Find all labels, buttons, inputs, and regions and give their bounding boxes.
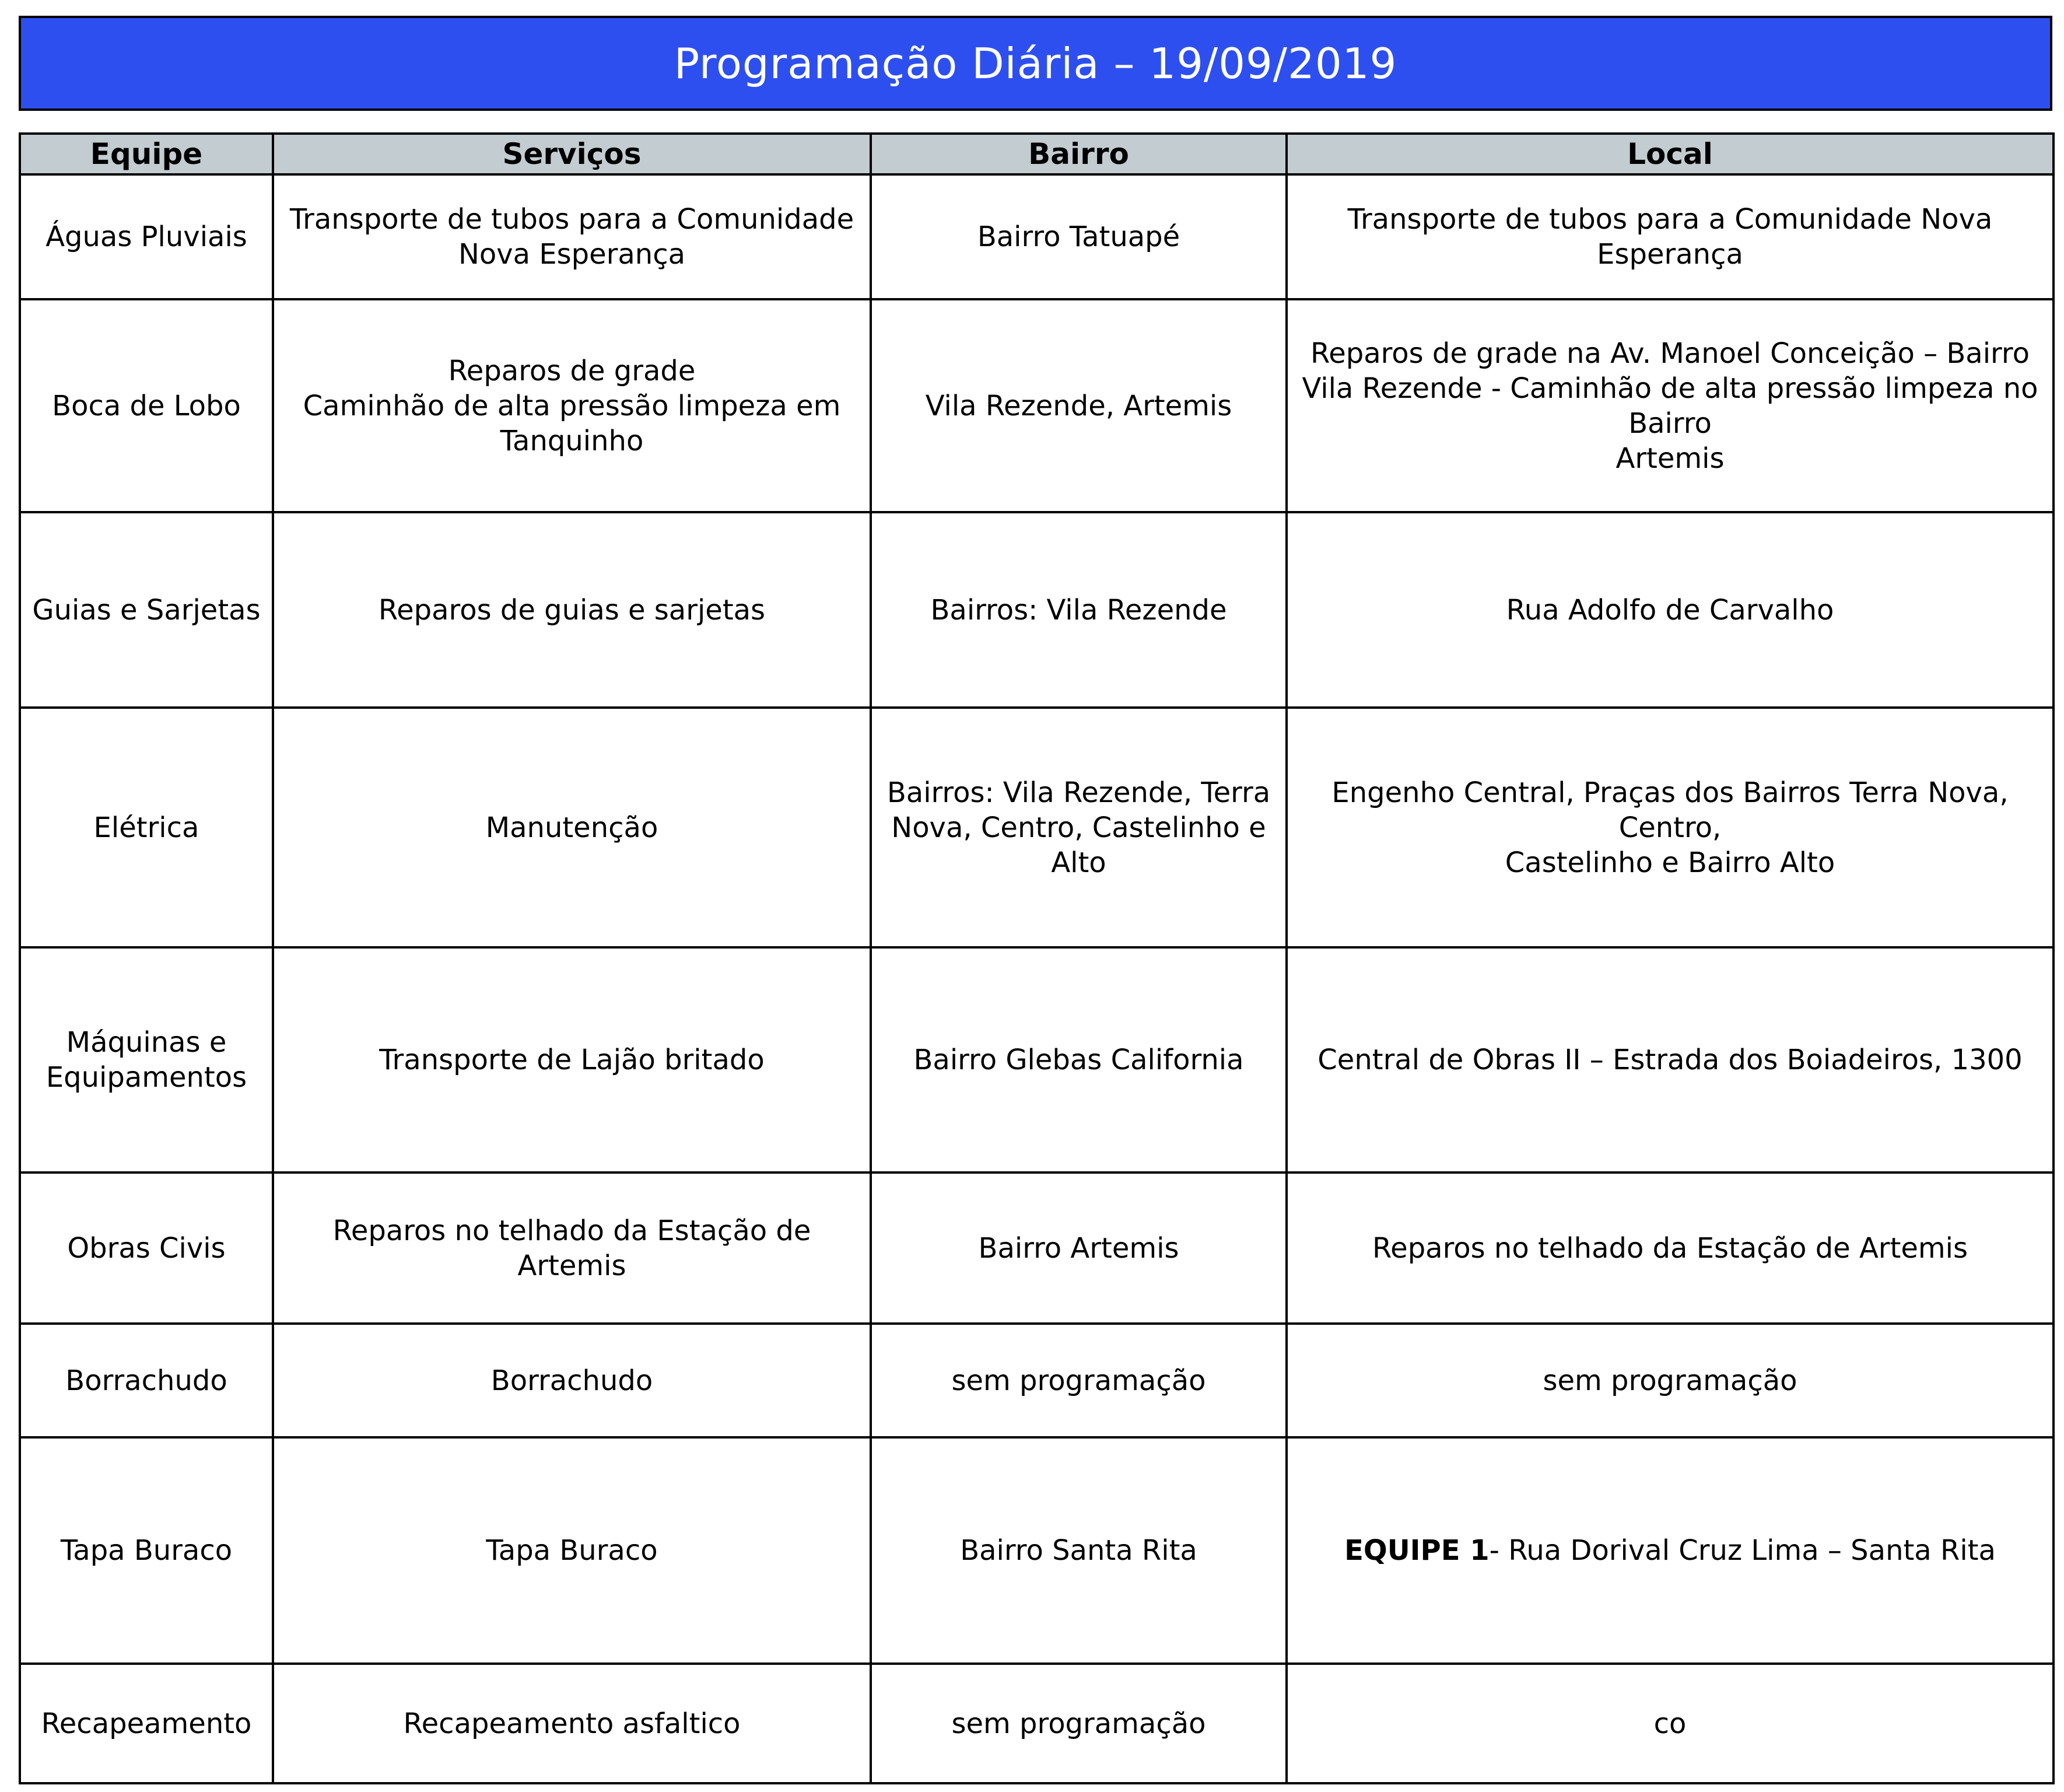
equipe-cell: Máquinas e Equipamentos — [20, 947, 273, 1172]
local-cell — [1287, 1437, 2054, 1664]
servicos-cell: Reparos de guias e sarjetas — [273, 512, 871, 708]
equipe-cell: Recapeamento — [20, 1664, 273, 1783]
local-cell — [1287, 708, 2054, 947]
local-text: sem programação — [1543, 1364, 1797, 1397]
servicos-cell: Recapeamento asfaltico — [273, 1664, 871, 1783]
bairro-cell: sem programação — [871, 1664, 1287, 1783]
local-text: co — [1653, 1707, 1687, 1740]
local-text: Reparos no telhado da Estação de Artemis — [1372, 1231, 1968, 1265]
local-text: Reparos de grade na Av. Manoel Conceição – Bairro Vila Rezende - Caminhão de alta pressão limpeza no Bairro Artemis — [1302, 337, 2038, 475]
bairro-cell: Bairro Artemis — [871, 1172, 1287, 1324]
servicos-cell: Tapa Buraco — [273, 1437, 871, 1664]
servicos-cell: Borrachudo — [273, 1324, 871, 1437]
column-header-bairro: Bairro — [871, 134, 1287, 174]
column-header-equipe: Equipe — [20, 134, 273, 174]
local-bold-text: EQUIPE 1 — [1344, 1534, 1490, 1567]
local-cell — [1287, 1664, 2054, 1783]
table-row — [20, 299, 2054, 512]
equipe-cell: Boca de Lobo — [20, 299, 273, 512]
servicos-cell: Transporte de tubos para a Comunidade Nova Esperança — [273, 174, 871, 299]
equipe-cell: Elétrica — [20, 708, 273, 947]
local-text: Central de Obras II – Estrada dos Boiadeiros, 1300 — [1317, 1044, 2023, 1076]
table-row — [20, 512, 2054, 708]
equipe-cell: Obras Civis — [20, 1172, 273, 1324]
equipe-cell: Tapa Buraco — [20, 1437, 273, 1664]
local-cell — [1287, 1172, 2054, 1324]
table-row — [20, 1324, 2054, 1437]
local-cell — [1287, 512, 2054, 708]
equipe-cell: Borrachudo — [20, 1324, 273, 1437]
servicos-cell: Transporte de Lajão britado — [273, 947, 871, 1172]
bairro-cell: Bairros: Vila Rezende, Terra Nova, Centro, Castelinho e Alto — [871, 708, 1287, 947]
servicos-cell: Manutenção — [273, 708, 871, 947]
equipe-cell: Guias e Sarjetas — [20, 512, 273, 708]
servicos-cell: Reparos no telhado da Estação de Artemis — [273, 1172, 871, 1324]
table-row — [20, 1437, 2054, 1664]
table-row — [20, 708, 2054, 947]
local-text: - Rua Dorival Cruz Lima – Santa Rita — [1489, 1534, 1996, 1567]
header-row — [20, 134, 2054, 174]
table-row — [20, 1172, 2054, 1324]
column-header-local: Local — [1287, 134, 2054, 174]
bairro-cell: Bairro Santa Rita — [871, 1437, 1287, 1664]
bairro-cell: Bairros: Vila Rezende — [871, 512, 1287, 708]
column-header-servicos: Serviços — [273, 134, 871, 174]
servicos-cell: Reparos de grade Caminhão de alta pressão limpeza em Tanquinho — [273, 299, 871, 512]
table-row — [20, 947, 2054, 1172]
local-cell — [1287, 299, 2054, 512]
equipe-cell: Águas Pluviais — [20, 174, 273, 299]
bairro-cell: Bairro Glebas California — [871, 947, 1287, 1172]
bairro-cell: Bairro Tatuapé — [871, 174, 1287, 299]
local-text: Transporte de tubos para a Comunidade Nova Esperança — [1347, 203, 1993, 271]
local-text: Rua Adolfo de Carvalho — [1506, 593, 1834, 626]
schedule-table — [19, 132, 2055, 1784]
local-text: Engenho Central, Praças dos Bairros Terra Nova, Centro, Castelinho e Bairro Alto — [1331, 776, 2009, 879]
table-row — [20, 1664, 2054, 1783]
local-cell — [1287, 174, 2054, 299]
local-cell — [1287, 947, 2054, 1172]
table-row — [20, 174, 2054, 299]
page-title: Programação Diária – 19/09/2019 — [19, 16, 2052, 111]
local-cell — [1287, 1324, 2054, 1437]
bairro-cell: Vila Rezende, Artemis — [871, 299, 1287, 512]
bairro-cell: sem programação — [871, 1324, 1287, 1437]
